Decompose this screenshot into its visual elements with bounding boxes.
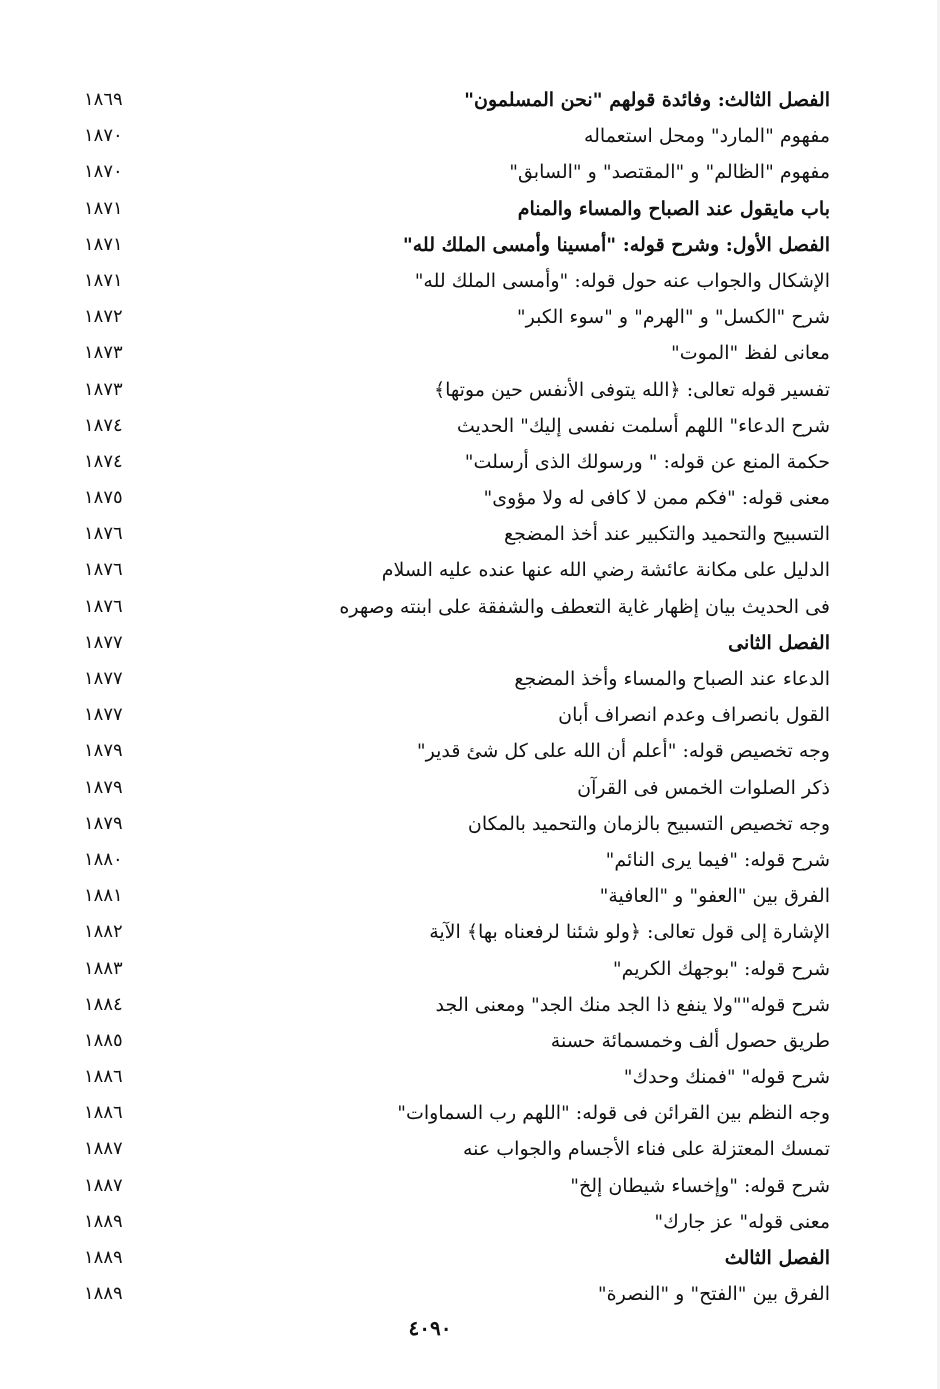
- toc-entry-title: تفسير قوله تعالى: ﴿الله يتوفى الأنفس حين موتها﴾: [433, 378, 830, 401]
- toc-entry-page-number: ١٨٨٥: [84, 1029, 123, 1051]
- toc-entry-title: الإشكال والجواب عنه حول قوله: "وأمسى الملك لله": [414, 269, 830, 292]
- toc-entry: [78, 516, 830, 552]
- toc-entry-title: الإشارة إلى قول تعالى: ﴿ولو شئنا لرفعناه بها﴾ الآية: [429, 921, 830, 944]
- toc-entry: [78, 552, 830, 588]
- toc-entry: [78, 625, 830, 661]
- toc-entry: [78, 1168, 830, 1204]
- toc-entry-page-number: ١٨٧٠: [84, 161, 123, 183]
- toc-entry-title: شرح قوله""ولا ينفع ذا الجد منك الجد" ومعنى الجد: [435, 993, 830, 1016]
- toc-entry-page-number: ١٨٨٣: [84, 957, 123, 979]
- toc-heading: باب مايقول عند الصباح والمساء والمنام: [517, 197, 830, 220]
- toc-entry-title: فى الحديث بيان إظهار غاية التعطف والشفقة على ابنته وصهره: [339, 595, 830, 618]
- toc-entry: [78, 372, 830, 408]
- toc-entry-title: معنى قوله" عز جارك": [654, 1210, 830, 1233]
- toc-entry: [78, 227, 830, 263]
- toc-entry: [78, 951, 830, 987]
- toc-entry-title: الدليل على مكانة عائشة رضي الله عنها عنده عليه السلام: [381, 559, 830, 582]
- toc-entry: [78, 914, 830, 950]
- toc-entry-title: وجه تخصيص قوله: "أعلم أن الله على كل شئ قدير": [416, 740, 830, 763]
- toc-entry-page-number: ١٨٨٦: [84, 1066, 123, 1088]
- toc-entry-page-number: ١٨٨٧: [84, 1174, 123, 1196]
- toc-entry-title: مفهوم "المارد" ومحل استعماله: [583, 125, 830, 148]
- toc-entry-page-number: ١٨٨٦: [84, 1102, 123, 1124]
- toc-entry: [78, 1276, 830, 1312]
- toc-entry: [78, 1023, 830, 1059]
- toc-entry: [78, 444, 830, 480]
- toc-entry: [78, 987, 830, 1023]
- toc-entry-title: وجه تخصيص التسبيح بالزمان والتحميد بالمكان: [467, 812, 830, 835]
- toc-entry-page-number: ١٨٧٤: [84, 414, 123, 436]
- toc-entry-title: الدعاء عند الصباح والمساء وأخذ المضجع: [514, 668, 830, 690]
- toc-entry-title: طريق حصول ألف وخمسمائة حسنة: [550, 1029, 830, 1052]
- toc-entry: [78, 733, 830, 769]
- toc-entry-page-number: ١٨٧٩: [84, 776, 123, 798]
- toc-entry-title: شرح "الكسل" و "الهرم" و "سوء الكبر": [516, 306, 830, 329]
- toc-entry-page-number: ١٨٧٩: [84, 740, 123, 762]
- toc-entry-page-number: ١٨٧٠: [84, 125, 123, 147]
- toc-entry: [78, 770, 830, 806]
- toc-entry: [78, 118, 830, 154]
- toc-entry-page-number: ١٨٧٣: [84, 342, 123, 364]
- toc-entry-page-number: ١٨٧٧: [84, 668, 123, 689]
- toc-entry: [78, 1204, 830, 1240]
- toc-entry: [78, 154, 830, 190]
- toc-entry-title: الفرق بين "العفو" و "العافية": [599, 885, 830, 908]
- toc-entry-page-number: ١٨٧٣: [84, 378, 123, 400]
- toc-entry: [78, 661, 830, 697]
- toc-entry-page-number: ١٨٧١: [84, 269, 123, 291]
- toc-entry-page-number: ١٨٨٧: [84, 1138, 123, 1160]
- table-of-contents: [78, 82, 830, 1312]
- toc-entry-page-number: ١٨٧٢: [84, 306, 123, 328]
- toc-entry: [78, 408, 830, 444]
- toc-entry-page-number: ١٨٨٠: [84, 848, 123, 870]
- toc-entry-page-number: ١٨٧٥: [84, 487, 123, 509]
- toc-entry: [78, 82, 830, 118]
- toc-entry-page-number: ١٨٦٩: [84, 89, 123, 110]
- toc-entry-page-number: ١٨٧٦: [84, 595, 123, 617]
- toc-entry-title: معنى قوله: "فكم ممن لا كافى له ولا مؤوى": [483, 487, 830, 510]
- toc-entry-page-number: ١٨٧٧: [84, 704, 123, 726]
- toc-entry-title: الفرق بين "الفتح" و "النصرة": [597, 1283, 830, 1306]
- toc-entry: [78, 1240, 830, 1276]
- toc-entry-page-number: ١٨٨٩: [84, 1210, 123, 1232]
- toc-entry: [78, 697, 830, 733]
- toc-entry: [78, 878, 830, 914]
- toc-entry-title: شرح قوله" "فمنك وحدك": [623, 1066, 830, 1089]
- toc-entry-page-number: ١٨٧٤: [84, 450, 123, 472]
- toc-entry-page-number: ١٨٧٩: [84, 812, 123, 834]
- toc-entry: [78, 1131, 830, 1167]
- toc-entry-page-number: ١٨٧٦: [84, 523, 123, 545]
- toc-entry-page-number: ١٨٧١: [84, 197, 123, 219]
- toc-entry-page-number: ١٨٨١: [84, 885, 123, 907]
- toc-heading: الفصل الثانى: [728, 631, 830, 654]
- toc-entry-page-number: ١٨٧٦: [84, 559, 123, 581]
- toc-entry-title: التسبيح والتحميد والتكبير عند أخذ المضجع: [504, 523, 830, 546]
- toc-entry-title: شرح قوله: "فيما يرى النائم": [605, 848, 830, 871]
- toc-heading: الفصل الثالث: وفائدة قولهم "نحن المسلمون": [464, 89, 830, 111]
- toc-entry: [78, 1059, 830, 1095]
- toc-entry-title: شرح قوله: "بوجهك الكريم": [612, 957, 830, 980]
- toc-entry: [78, 191, 830, 227]
- toc-entry-title: وجه النظم بين القرائن فى قوله: "اللهم رب السماوات": [397, 1102, 830, 1125]
- toc-entry-page-number: ١٨٧١: [84, 233, 123, 255]
- toc-entry-title: حكمة المنع عن قوله: " ورسولك الذى أرسلت": [464, 450, 830, 473]
- toc-entry: [78, 335, 830, 371]
- page-number: ٤٠٩٠: [408, 1316, 452, 1340]
- toc-entry-title: ذكر الصلوات الخمس فى القرآن: [577, 776, 830, 799]
- toc-heading: الفصل الأول: وشرح قوله: "أمسينا وأمسى الملك لله": [402, 233, 830, 256]
- toc-entry-page-number: ١٨٨٩: [84, 1247, 123, 1268]
- toc-entry: [78, 263, 830, 299]
- toc-entry-page-number: ١٨٨٢: [84, 921, 123, 943]
- toc-entry: [78, 806, 830, 842]
- toc-entry: [78, 589, 830, 625]
- toc-entry-page-number: ١٨٨٩: [84, 1283, 123, 1305]
- toc-heading: الفصل الثالث: [724, 1247, 830, 1269]
- toc-entry-title: القول بانصراف وعدم انصراف أبان: [558, 704, 830, 727]
- toc-entry-page-number: ١٨٧٧: [84, 631, 123, 653]
- toc-entry-title: شرح قوله: "وإخساء شيطان إلخ": [570, 1174, 830, 1197]
- toc-entry-title: تمسك المعتزلة على فناء الأجسام والجواب عنه: [463, 1138, 830, 1161]
- toc-entry-title: مفهوم "الظالم" و "المقتصد" و "السابق": [509, 161, 830, 184]
- toc-entry: [78, 1095, 830, 1131]
- toc-entry-page-number: ١٨٨٤: [84, 993, 123, 1015]
- toc-entry-title: معانى لفظ "الموت": [670, 342, 830, 365]
- toc-entry: [78, 842, 830, 878]
- toc-entry-title: شرح الدعاء" اللهم أسلمت نفسى إليك" الحديث: [456, 414, 830, 437]
- toc-entry: [78, 480, 830, 516]
- toc-entry: [78, 299, 830, 335]
